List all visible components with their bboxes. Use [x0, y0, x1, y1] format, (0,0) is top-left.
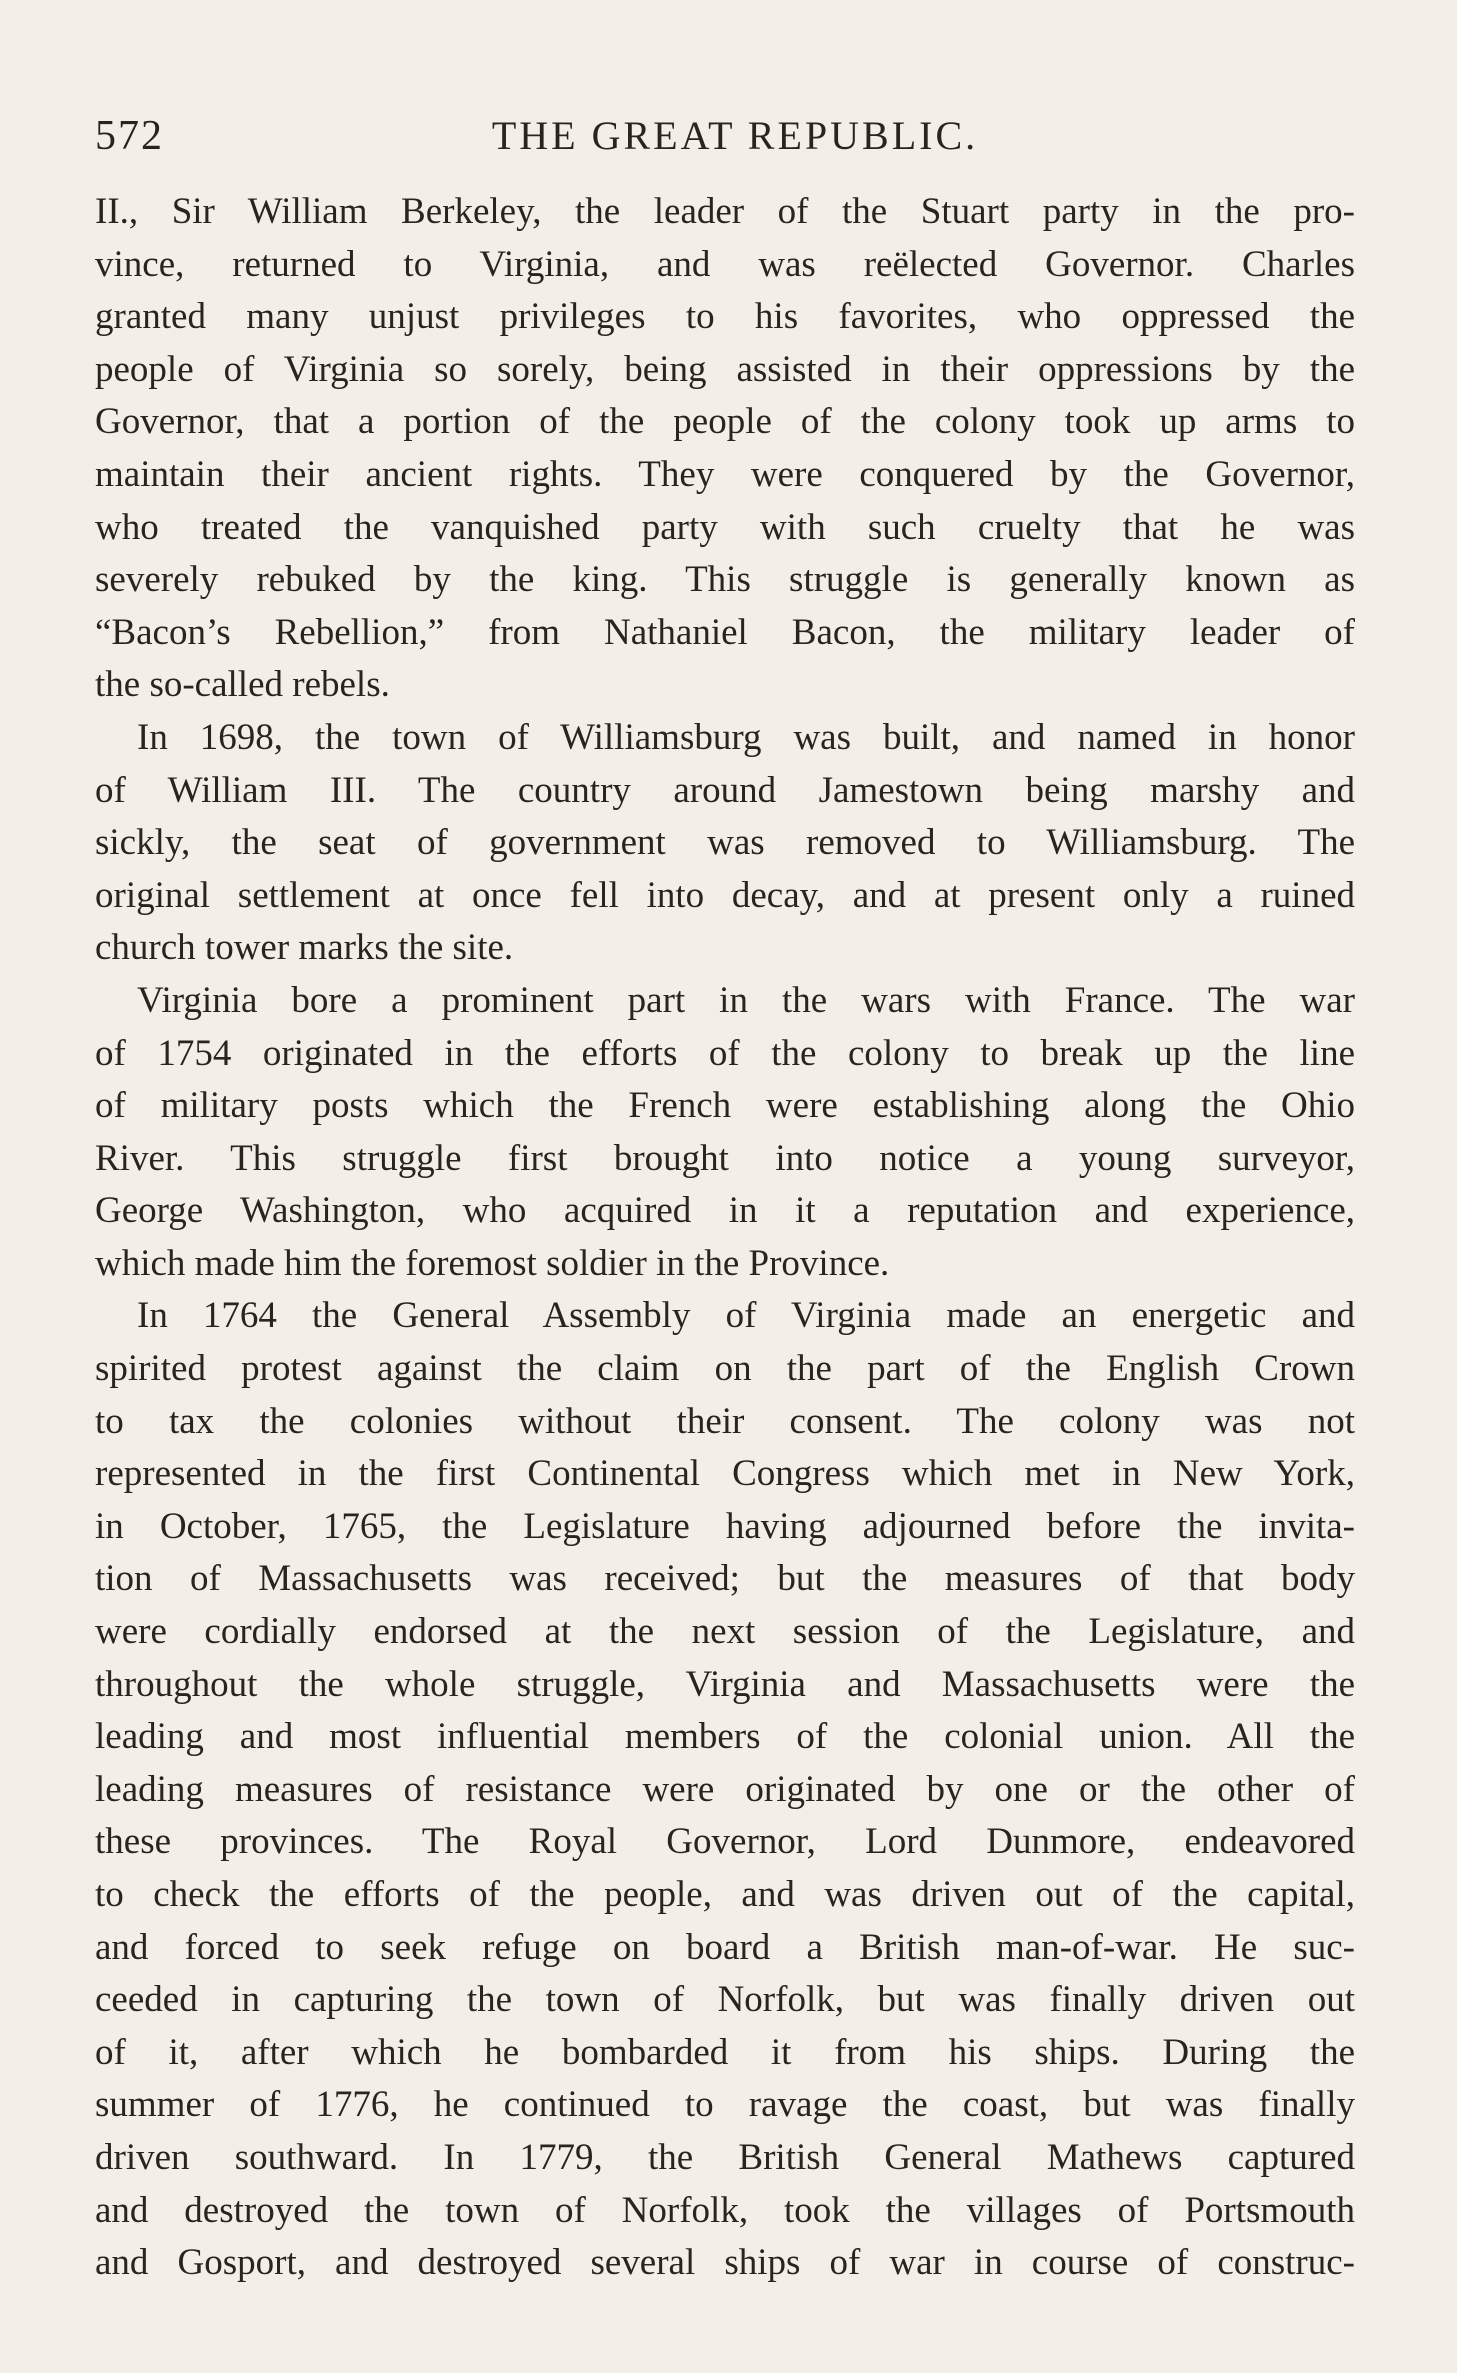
paragraph: [95, 186, 1355, 712]
text-line: In 1698, the town of Williamsburg was built, and named in honor: [137, 716, 1355, 758]
text-line: summer of 1776, he continued to ravage the coast, but was finally: [95, 2084, 1355, 2126]
text-line: which made him the foremost soldier in the Province.: [95, 1242, 890, 1284]
text-line: tion of Massachusetts was received; but the measures of that body: [95, 1558, 1355, 1600]
text-line: spirited protest against the claim on the part of the English Crown: [95, 1348, 1355, 1390]
text-line: these provinces. The Royal Governor, Lord Dunmore, endeavored: [95, 1821, 1355, 1863]
text-line: of it, after which he bombarded it from his ships. During the: [95, 2031, 1355, 2073]
text-line: In 1764 the General Assembly of Virginia made an energetic and: [137, 1295, 1355, 1337]
text-line: people of Virginia so sorely, being assisted in their oppressions by the: [95, 348, 1355, 390]
text-line: George Washington, who acquired in it a reputation and experience,: [95, 1190, 1355, 1232]
paragraph: [95, 975, 1355, 1291]
paragraph: [95, 1290, 1355, 2289]
paragraph: [95, 712, 1355, 975]
text-line: driven southward. In 1779, the British General Mathews captured: [95, 2136, 1355, 2178]
text-line: “Bacon’s Rebellion,” from Nathaniel Bacon, the military leader of: [95, 611, 1355, 653]
text-line: and forced to seek refuge on board a British man-of-war. He suc-: [95, 1926, 1355, 1968]
text-line: vince, returned to Virginia, and was reëlected Governor. Charles: [95, 243, 1355, 285]
text-line: who treated the vanquished party with such cruelty that he was: [95, 506, 1355, 548]
text-line: to check the efforts of the people, and was driven out of the capital,: [95, 1874, 1355, 1915]
text-line: of William III. The country around Jamestown being marshy and: [95, 769, 1355, 811]
text-line: and destroyed the town of Norfolk, took the villages of Portsmouth: [95, 2189, 1355, 2231]
text-line: Governor, that a portion of the people of the colony took up arms to: [95, 401, 1355, 443]
text-line: ceeded in capturing the town of Norfolk, but was finally driven out: [95, 1979, 1355, 2021]
text-line: leading measures of resistance were originated by one or the other of: [95, 1768, 1355, 1810]
text-line: maintain their ancient rights. They were conquered by the Governor,: [95, 453, 1355, 495]
text-line: original settlement at once fell into decay, and at present only a ruined: [95, 874, 1355, 916]
text-line: of 1754 originated in the efforts of the colony to break up the line: [95, 1032, 1355, 1074]
page-number: 572: [95, 113, 164, 159]
running-head: THE GREAT REPUBLIC.: [491, 113, 979, 158]
text-line: of military posts which the French were establishing along the Ohio: [95, 1085, 1355, 1127]
text-line: leading and most influential members of the colonial union. All the: [95, 1716, 1355, 1758]
text-line: and Gosport, and destroyed several ships of war in course of construc-: [95, 2242, 1355, 2284]
page-header: [95, 104, 1375, 168]
text-line: were cordially endorsed at the next session of the Legislature, and: [95, 1611, 1355, 1653]
text-line: the so-called rebels.: [95, 664, 390, 706]
text-line: in October, 1765, the Legislature having adjourned before the invita-: [95, 1505, 1355, 1547]
body-text: [95, 186, 1355, 2290]
paragraph-list: [95, 186, 1355, 2290]
text-line: to tax the colonies without their consent. The colony was not: [95, 1400, 1355, 1442]
text-line: severely rebuked by the king. This struggle is generally known as: [95, 559, 1355, 601]
text-line: church tower marks the site.: [95, 927, 514, 969]
text-line: granted many unjust privileges to his favorites, who oppressed the: [95, 296, 1355, 338]
text-line: Virginia bore a prominent part in the wars with France. The war: [137, 979, 1355, 1021]
text-line: II., Sir William Berkeley, the leader of the Stuart party in the pro-: [95, 191, 1355, 232]
text-line: sickly, the seat of government was removed to Williamsburg. The: [95, 822, 1355, 864]
text-line: represented in the first Continental Congress which met in New York,: [95, 1453, 1355, 1495]
text-line: River. This struggle first brought into notice a young surveyor,: [95, 1137, 1355, 1179]
text-line: throughout the whole struggle, Virginia and Massachusetts were the: [95, 1663, 1355, 1705]
